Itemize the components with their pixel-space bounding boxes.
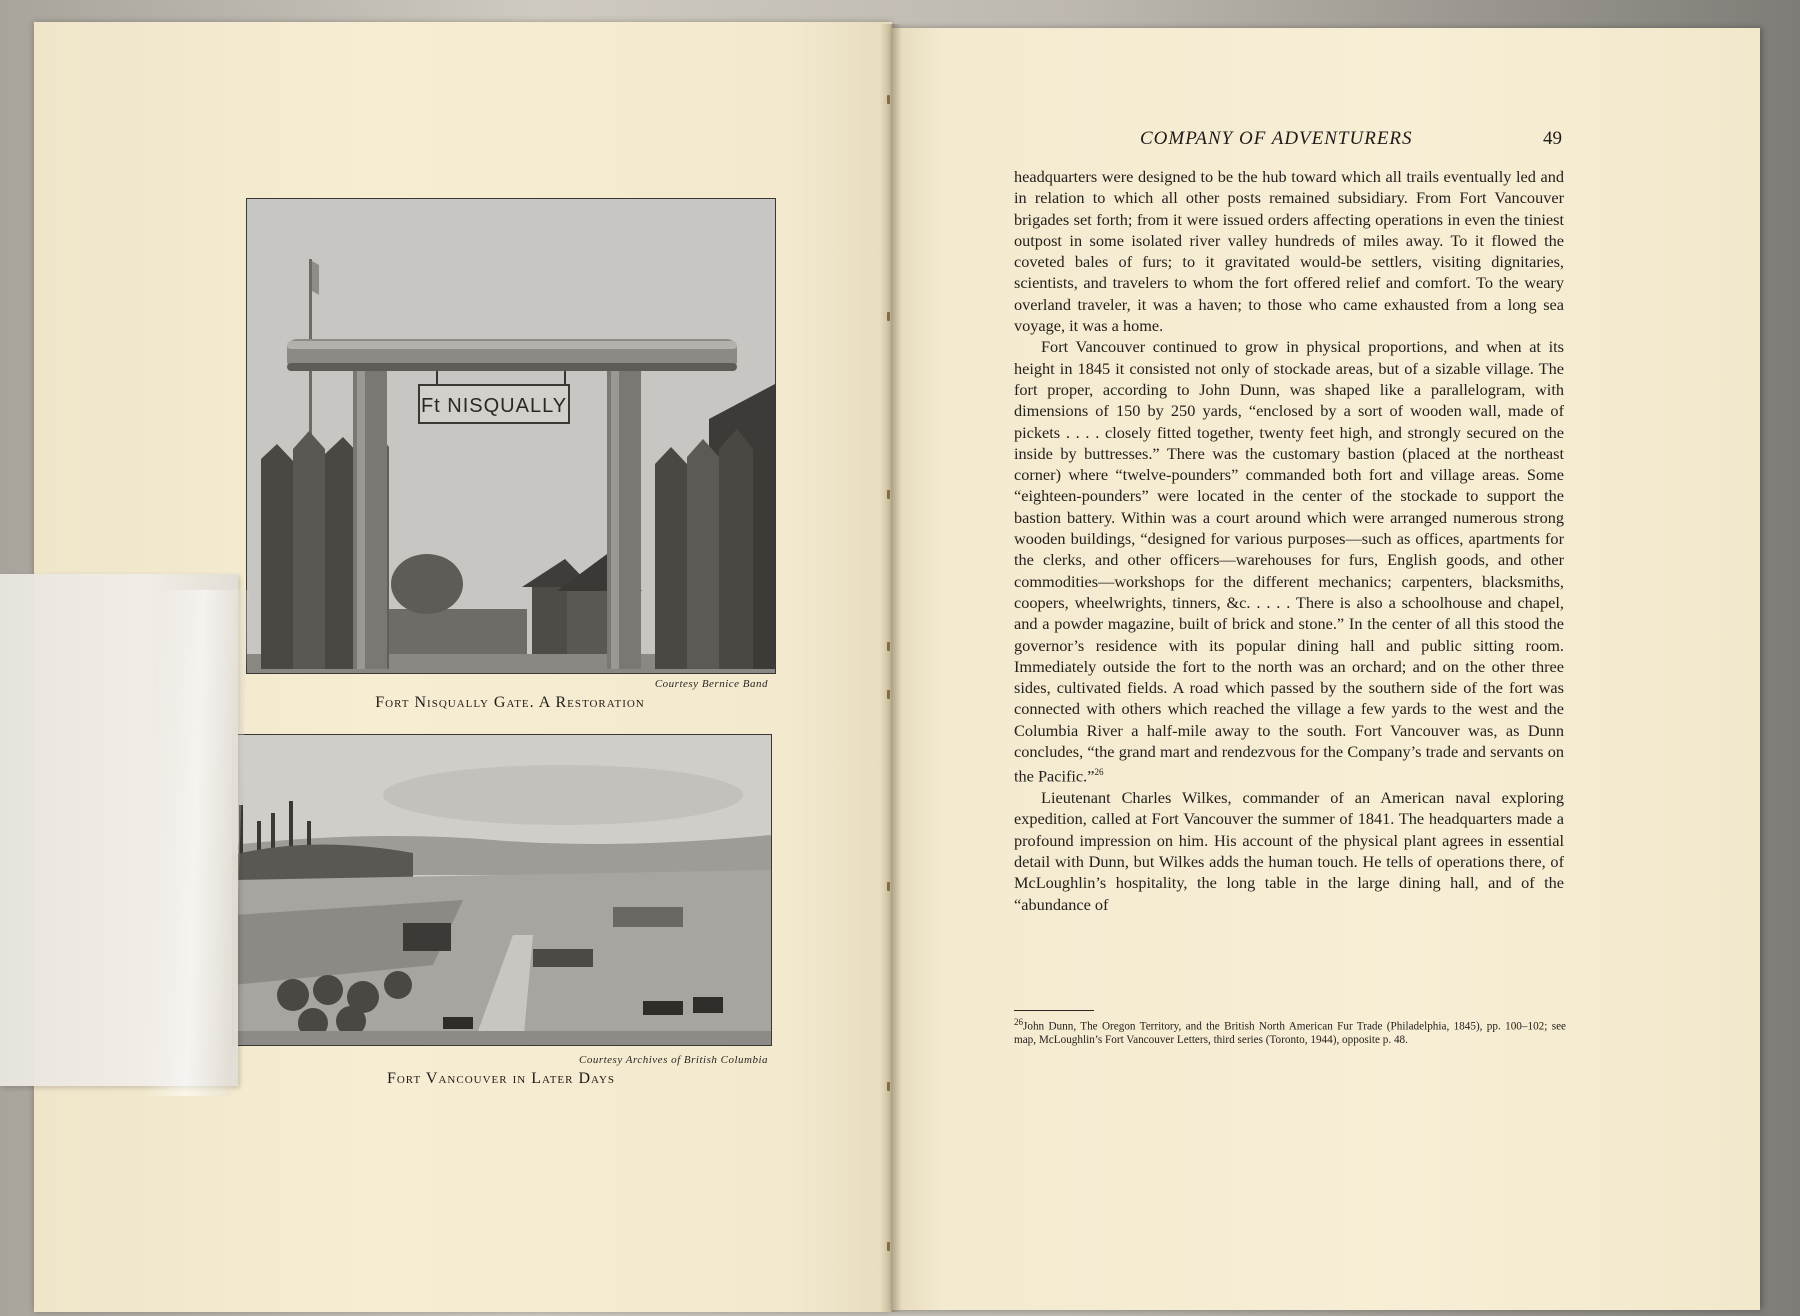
book-spine [880, 24, 902, 1312]
binding-stitch [887, 312, 890, 321]
paragraph-text: Fort Vancouver continued to grow in physical proportions, and when at its height in 1845 it consisted not only of stockade areas, but of a sizable village. The fort proper, according to John Dunn, was shaped like a parallelogram, with dimensions of 150 by 250 yards, “enclosed by a sort of wooden wall, made of pickets . . . . closely fitted together, twenty feet high, and strongly secured on the inside by buttresses.” There was the customary bastion (placed at the northeast corner) where “twelve-pounders” commanded both fort and village areas. Some “eighteen-pounders” were located in the center of the stockade to support the bastion battery. Within was a court around which were arranged numerous strong wooden buildings, “designed for various purposes—such as offices, apartments for the clerks, and other officers—warehouses for furs, English goods, and other commodities—workshops for the different mechanics; carpenters, blacksmiths, coopers, wheelwrights, tinners, &c. . . . . There is also a schoolhouse and chapel, and a powder magazine, built of brick and stone.” In the center of all this stood the governor’s residence with its popular dining hall and public sitting room. Immediately outside the fort to the north was an orchard; and on the other three sides, cultivated fields. A road which passed by the southern side of the fort was connected with others which reached the village a few yards to the west and the Columbia River a half-mile away to the south. Fort Vancouver was, as Dunn concludes, “the grand mart and rendezvous for the Company’s trade and servants on the Pacific.” [1014, 337, 1564, 786]
photo2-credit: Courtesy Archives of British Columbia [579, 1054, 768, 1066]
gate-sign-text: Ft NISQUALLY [420, 395, 568, 417]
photo1-caption: Fort Nisqually Gate. A Restoration [375, 694, 645, 711]
footnote-text: John Dunn, The Oregon Territory, and the British North American Fur Trade (Philadelphia, 1845), pp. 100–102; see map, McLoughlin’s Fort Vancouver Letters, third series (Toronto, 1944), opposite p. 48. [1014, 1020, 1566, 1047]
binding-stitch [887, 882, 890, 891]
binding-stitch [887, 642, 890, 651]
paragraph: Lieutenant Charles Wilkes, commander of an American naval exploring expedition, called at Fort Vancouver the summer of 1841. The headquarters made a profound impression on him. His account of the physical plant agrees in essential detail with Dunn, but Wilkes adds the human touch. He tells of operations there, of McLoughlin’s hospitality, the long table in the large dining hall, and of the “abundance of [1014, 788, 1564, 914]
body-text [1014, 166, 1564, 915]
footnote-reference: 26 [1094, 767, 1104, 778]
footnote-rule [1014, 1010, 1094, 1011]
paragraph [1014, 336, 1564, 787]
binding-stitch [887, 690, 890, 699]
binding-stitch [887, 490, 890, 499]
binding-stitch [887, 95, 890, 104]
page-number: 49 [1543, 128, 1562, 149]
photo-nisqually-drawing [247, 199, 775, 673]
photo-vancouver-drawing [233, 735, 771, 1045]
binding-stitch [887, 1242, 890, 1251]
footnote-number: 26 [1014, 1017, 1023, 1027]
footnote [1014, 1016, 1566, 1048]
photo-fort-vancouver [232, 734, 772, 1046]
running-head: COMPANY OF ADVENTURERS [1140, 128, 1413, 149]
photo-fort-nisqually-gate [246, 198, 776, 674]
binding-stitch [887, 1082, 890, 1091]
paper-slip-fold [141, 590, 249, 1096]
photo1-credit: Courtesy Bernice Band [654, 678, 768, 690]
photo2-caption: Fort Vancouver in Later Days [386, 1070, 616, 1087]
paragraph: headquarters were designed to be the hub toward which all trails eventually led and in relation to which all other posts remained subsidiary. From Fort Vancouver brigades set forth; from it were issued orders affecting operations in even the tiniest outpost in some isolated river valley hundreds of miles away. To it flowed the coveted bales of furs; to it gravitated would-be settlers, visiting dignitaries, scientists, and travelers to whom the fort offered relief and comfort. To the weary overland traveler, it was a haven; to those who came exhausted from a long sea voyage, it was a home. [1014, 167, 1564, 336]
